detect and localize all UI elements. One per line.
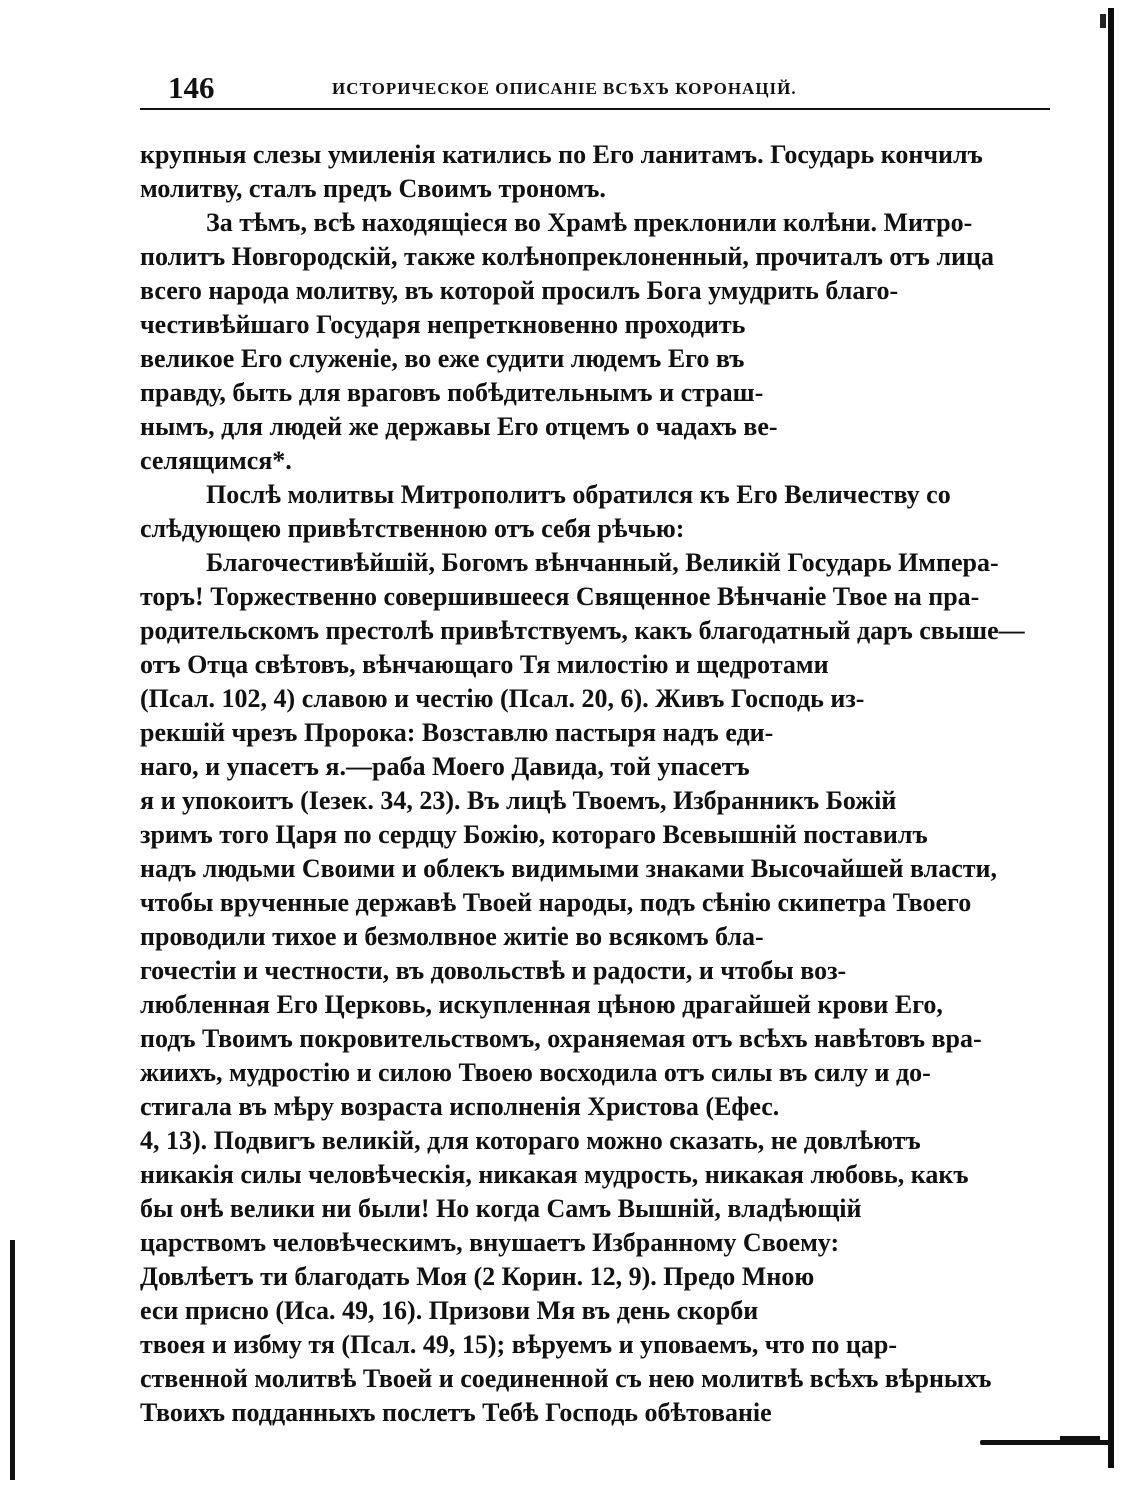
text-line: всего народа молитву, въ которой просилъ Бога умудрить благо- (140, 276, 899, 305)
text-line: торъ! Торжественно совершившееся Священное Вѣнчаніе Твое на пра- (140, 582, 980, 611)
text-line: За тѣмъ, всѣ находящіеся во Храмѣ преклонили колѣни. Митро- (206, 208, 973, 237)
text-line: бы онѣ велики ни были! Но когда Самъ Вышній, владѣющій (140, 1194, 862, 1223)
text-line: честивѣйшаго Государя непреткновенно проходить (140, 310, 746, 339)
text-line: надъ людьми Своими и облекъ видимыми знаками Высочайшей власти, (140, 854, 998, 883)
text-line: 4, 13). Подвигъ великій, для котораго можно сказать, не довлѣютъ (140, 1126, 921, 1155)
body-text (140, 138, 1050, 1427)
text-line: любленная Его Церковь, искупленная цѣною драгайшей крови Его, (140, 990, 943, 1019)
text-line: гочестіи и честности, въ довольствѣ и радости, и чтобы воз- (140, 956, 847, 985)
text-line: Довлѣетъ ти благодать Моя (2 Корин. 12, 9). Предо Мною (140, 1262, 815, 1291)
text-line: рекшій чрезъ Пророка: Возставлю пастыря надъ еди- (140, 718, 774, 747)
text-line: (Псал. 102, 4) славою и честію (Псал. 20, 6). Живъ Господь из- (140, 684, 865, 713)
text-line: стигала въ мѣру возраста исполненія Христова (Ефес. (140, 1092, 780, 1121)
text-line: молитву, сталъ предъ Своимъ трономъ. (140, 174, 606, 203)
text-line: Твоихъ подданныхъ послетъ Тебѣ Господь обѣтованіе (140, 1398, 772, 1427)
scan-edge-left (10, 1240, 15, 1480)
text-line: отъ Отца свѣтовъ, вѣнчающаго Тя милостію и щедротами (140, 650, 829, 679)
text-line: еси присно (Иса. 49, 16). Призови Мя въ день скорби (140, 1296, 759, 1325)
text-line: слѣдующею привѣтственною отъ себя рѣчью: (140, 514, 685, 543)
text-line: ственной молитвѣ Твоей и соединенной съ нею молитвѣ всѣхъ вѣрныхъ (140, 1364, 992, 1393)
text-line: зримъ того Царя по сердцу Божію, котораго Всевышній поставилъ (140, 820, 928, 849)
running-title: ИСТОРИЧЕСКОЕ ОПИСАНІЕ ВСѢХЪ КОРОНАЦІЙ. (332, 79, 797, 98)
text-line: селящимся*. (140, 446, 292, 475)
text-line: политъ Новгородскій, также колѣнопреклоненный, прочиталъ отъ лица (140, 242, 995, 271)
ink-smear (980, 1440, 1110, 1445)
text-line: Благочестивѣйшій, Богомъ вѣнчанный, Великій Государь Импера- (206, 548, 999, 577)
scan-mark (1100, 14, 1106, 28)
page-number: 146 (168, 70, 215, 105)
text-line: твоея и избму тя (Псал. 49, 15); вѣруемъ и уповаемъ, что по цар- (140, 1330, 898, 1359)
text-line: наго, и упасетъ я.—раба Моего Давида, той упасетъ (140, 752, 750, 781)
text-line: подъ Твоимъ покровительствомъ, охраняемая отъ всѣхъ навѣтовъ вра- (140, 1024, 982, 1053)
text-line: правду, быть для враговъ побѣдительнымъ и страш- (140, 378, 764, 407)
text-line: крупныя слезы умиленія катились по Его ланитамъ. Государь кончилъ (140, 140, 983, 169)
ink-smear (1060, 1436, 1100, 1440)
text-line: Послѣ молитвы Митрополитъ обратился къ Его Величеству со (206, 480, 951, 509)
text-line: я и упокоитъ (Іезек. 34, 23). Въ лицѣ Твоемъ, Избранникъ Божій (140, 786, 897, 815)
text-line: чтобы врученные державѣ Твоей народы, подъ сѣнію скипетра Твоего (140, 888, 972, 917)
text-line: родительскомъ престолѣ привѣтствуемъ, какъ благодатный даръ свыше— (140, 616, 1025, 645)
text-line: великое Его служеніе, во еже судити людемъ Его въ (140, 344, 745, 373)
text-line: проводили тихое и безмолвное житіе во всякомъ бла- (140, 922, 764, 951)
scan-edge-right (1108, 8, 1114, 1468)
page-header (140, 70, 1050, 110)
text-line: жиихъ, мудростію и силою Твоею восходила отъ силы въ силу и до- (140, 1058, 931, 1087)
text-line: никакія силы человѣческія, никакая мудрость, никакая любовь, какъ (140, 1160, 969, 1189)
text-line: царствомъ человѣческимъ, внушаетъ Избранному Своему: (140, 1228, 840, 1257)
text-line: нымъ, для людей же державы Его отцемъ о чадахъ ве- (140, 412, 778, 441)
